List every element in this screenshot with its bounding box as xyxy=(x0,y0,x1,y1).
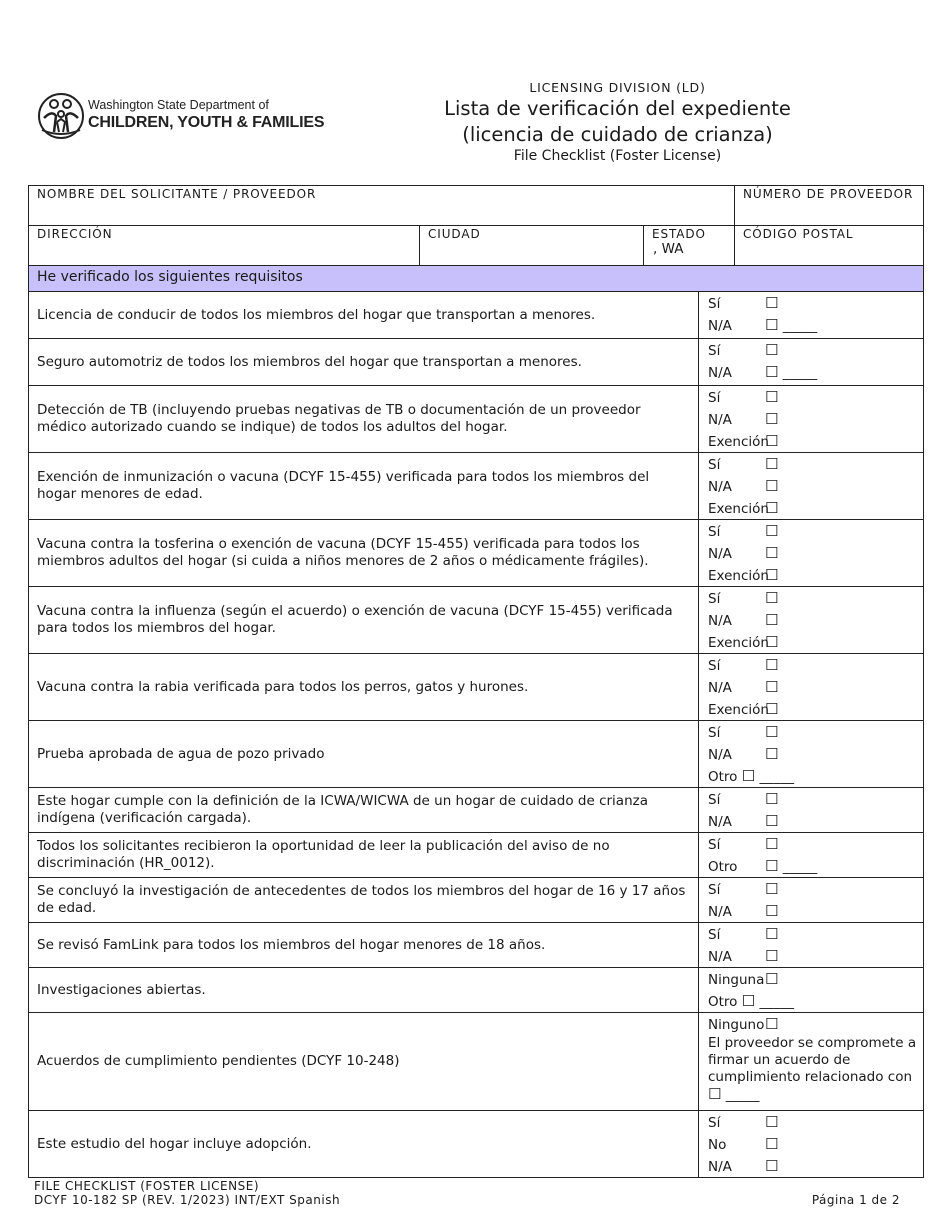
option-item[interactable] xyxy=(708,1133,923,1155)
checkbox-icon[interactable]: ☐ xyxy=(765,1135,779,1153)
requirement-text: Se concluyó la investigación de antecedentes de todos los miembros del hogar de 16 y 17 años de edad. xyxy=(29,878,699,923)
checkbox-icon[interactable]: ☐ xyxy=(741,992,756,1010)
option-item[interactable] xyxy=(708,990,923,1012)
fill-in-blank[interactable]: _____ xyxy=(782,859,818,875)
checklist-row xyxy=(29,520,924,587)
options-cell xyxy=(699,1111,924,1178)
requirement-text: Se revisó FamLink para todos los miembros del hogar menores de 18 años. xyxy=(29,923,699,968)
checklist-row xyxy=(29,339,924,386)
address-field[interactable] xyxy=(29,226,420,266)
checklist-row xyxy=(29,721,924,788)
checklist-row xyxy=(29,386,924,453)
option-label: Exención xyxy=(708,501,769,517)
family-logo-icon xyxy=(36,92,86,140)
option-item[interactable] xyxy=(708,698,923,720)
options-cell xyxy=(699,453,924,520)
fill-in-blank[interactable]: _____ xyxy=(725,1087,760,1103)
checkbox-icon[interactable]: ☐ xyxy=(765,363,779,381)
checkbox-icon[interactable]: ☐ xyxy=(765,388,779,406)
option-item[interactable] xyxy=(708,1013,923,1035)
checklist-row xyxy=(29,968,924,1013)
option-item[interactable] xyxy=(708,855,923,877)
requirement-text: Este hogar cumple con la definición de la ICWA/WICWA de un hogar de cuidado de crianza indígena (verificación cargada). xyxy=(29,788,699,833)
option-item[interactable] xyxy=(708,945,923,967)
option-item[interactable] xyxy=(708,1111,923,1133)
option-label: N/A xyxy=(708,613,732,629)
checklist-row xyxy=(29,453,924,520)
option-item-long[interactable] xyxy=(708,1035,923,1104)
option-label: N/A xyxy=(708,546,732,562)
checkbox-icon[interactable]: ☐ xyxy=(765,880,779,898)
checkbox-icon[interactable]: ☐ xyxy=(765,455,779,473)
option-label: N/A xyxy=(708,365,732,381)
option-item[interactable] xyxy=(708,900,923,922)
option-label: N/A xyxy=(708,479,732,495)
option-label: Otro xyxy=(708,859,738,875)
address-label: DIRECCIÓN xyxy=(37,227,113,241)
option-item[interactable] xyxy=(708,587,923,609)
checkbox-icon[interactable]: ☐ xyxy=(765,499,779,517)
section-header: He verificado los siguientes requisitos xyxy=(29,266,924,292)
option-label: Sí xyxy=(708,591,721,607)
checkbox-icon[interactable]: ☐ xyxy=(765,723,779,741)
option-label: N/A xyxy=(708,412,732,428)
checkbox-icon[interactable]: ☐ xyxy=(741,767,756,785)
option-item[interactable] xyxy=(708,314,923,336)
footer-form-title: FILE CHECKLIST (FOSTER LICENSE) xyxy=(34,1179,259,1193)
title-line-1: Lista de verificación del expediente xyxy=(444,97,791,120)
requirement-text: Vacuna contra la influenza (según el acuerdo) o exención de vacuna (DCYF 15-455) verificada para todos los miembros del hogar. xyxy=(29,587,699,654)
checkbox-icon[interactable]: ☐ xyxy=(765,294,779,312)
checkbox-icon[interactable]: ☐ xyxy=(765,432,779,450)
checklist-row xyxy=(29,788,924,833)
option-item[interactable] xyxy=(708,520,923,542)
option-label: Sí xyxy=(708,390,721,406)
checklist-row xyxy=(29,654,924,721)
option-item[interactable] xyxy=(708,430,923,452)
zip-field[interactable] xyxy=(735,226,924,266)
option-item[interactable] xyxy=(708,923,923,945)
option-label: N/A xyxy=(708,1159,732,1175)
city-field[interactable] xyxy=(420,226,644,266)
options-cell xyxy=(699,721,924,788)
footer-page-number: Página 1 de 2 xyxy=(811,1193,900,1207)
option-item[interactable] xyxy=(708,542,923,564)
option-item[interactable] xyxy=(708,497,923,519)
option-item[interactable] xyxy=(708,654,923,676)
requirement-text: Seguro automotriz de todos los miembros del hogar que transportan a menores. xyxy=(29,339,699,386)
requirement-text: Detección de TB (incluyendo pruebas negativas de TB o documentación de un proveedor médico autorizado cuando se indique) de todos los adultos del hogar. xyxy=(29,386,699,453)
option-item[interactable] xyxy=(708,765,923,787)
option-long-text: El proveedor se compromete a firmar un acuerdo de cumplimiento relacionado con xyxy=(708,1035,917,1085)
division-label: LICENSING DIVISION (LD) xyxy=(529,80,706,95)
option-label: N/A xyxy=(708,904,732,920)
option-label: No xyxy=(708,1137,727,1153)
option-label: N/A xyxy=(708,747,732,763)
option-item[interactable] xyxy=(708,676,923,698)
option-item[interactable] xyxy=(708,564,923,586)
checkbox-icon[interactable]: ☐ xyxy=(765,1015,779,1033)
option-label: N/A xyxy=(708,318,732,334)
footer-form-number: DCYF 10-182 SP (REV. 1/2023) INT/EXT Spanish xyxy=(34,1193,341,1207)
checkbox-icon[interactable]: ☐ xyxy=(765,316,779,334)
option-item[interactable] xyxy=(708,721,923,743)
option-label: Sí xyxy=(708,658,721,674)
zip-label: CÓDIGO POSTAL xyxy=(743,227,854,241)
option-item[interactable] xyxy=(708,810,923,832)
options-cell xyxy=(699,1013,924,1111)
checkbox-icon[interactable]: ☐ xyxy=(765,835,779,853)
checkbox-icon[interactable]: ☐ xyxy=(765,477,779,495)
option-label: Sí xyxy=(708,524,721,540)
state-label: ESTADO xyxy=(652,227,706,241)
checklist-table xyxy=(28,291,924,1178)
fill-in-blank[interactable]: _____ xyxy=(759,769,795,785)
provider-number-field[interactable] xyxy=(735,186,924,226)
option-item[interactable] xyxy=(708,339,923,361)
option-label: Exención xyxy=(708,568,769,584)
checkbox-icon[interactable]: ☐ xyxy=(765,678,779,696)
dcyf-logo xyxy=(36,92,325,140)
requirement-text: Este estudio del hogar incluye adopción. xyxy=(29,1111,699,1178)
checkbox-icon[interactable]: ☐ xyxy=(765,1157,779,1175)
checkbox-icon[interactable]: ☐ xyxy=(708,1085,722,1103)
checklist-row xyxy=(29,833,924,878)
option-item[interactable] xyxy=(708,408,923,430)
checklist-row xyxy=(29,587,924,654)
requirement-text: Prueba aprobada de agua de pozo privado xyxy=(29,721,699,788)
applicant-name-label: NOMBRE DEL SOLICITANTE / PROVEEDOR xyxy=(37,187,317,201)
option-label: Exención xyxy=(708,702,769,718)
option-item[interactable] xyxy=(708,386,923,408)
checkbox-icon[interactable]: ☐ xyxy=(765,790,779,808)
option-item[interactable] xyxy=(708,1155,923,1177)
provider-number-label: NÚMERO DE PROVEEDOR xyxy=(743,187,914,201)
subtitle: File Checklist (Foster License) xyxy=(513,148,722,164)
option-item[interactable] xyxy=(708,743,923,765)
checkbox-icon[interactable]: ☐ xyxy=(765,970,779,988)
option-item[interactable] xyxy=(708,609,923,631)
requirement-text: Licencia de conducir de todos los miembros del hogar que transportan a menores. xyxy=(29,292,699,339)
requirement-text: Acuerdos de cumplimiento pendientes (DCYF 10-248) xyxy=(29,1013,699,1111)
option-label: Ninguno xyxy=(708,1017,765,1033)
option-label: Sí xyxy=(708,457,721,473)
checkbox-icon[interactable]: ☐ xyxy=(765,700,779,718)
option-item[interactable] xyxy=(708,878,923,900)
state-field[interactable] xyxy=(644,226,735,266)
option-label: Sí xyxy=(708,725,721,741)
option-item[interactable] xyxy=(708,475,923,497)
option-item[interactable] xyxy=(708,788,923,810)
requirement-text: Exención de inmunización o vacuna (DCYF 15-455) verificada para todos los miembros del hogar menores de edad. xyxy=(29,453,699,520)
option-item[interactable] xyxy=(708,361,923,383)
state-value: , WA xyxy=(653,241,684,257)
option-label: N/A xyxy=(708,949,732,965)
options-cell xyxy=(699,339,924,386)
identification-table xyxy=(28,185,924,292)
option-item[interactable] xyxy=(708,453,923,475)
checkbox-icon[interactable]: ☐ xyxy=(765,611,779,629)
checkbox-icon[interactable]: ☐ xyxy=(765,589,779,607)
fill-in-blank[interactable]: _____ xyxy=(782,365,818,381)
option-item[interactable] xyxy=(708,968,923,990)
option-label: Sí xyxy=(708,296,721,312)
checkbox-icon[interactable]: ☐ xyxy=(765,857,779,875)
checklist-row xyxy=(29,1013,924,1111)
options-cell xyxy=(699,788,924,833)
checkbox-icon[interactable]: ☐ xyxy=(765,544,779,562)
applicant-name-field[interactable] xyxy=(29,186,735,226)
option-item[interactable] xyxy=(708,292,923,314)
option-label: Sí xyxy=(708,927,721,943)
option-label: Sí xyxy=(708,1115,721,1131)
option-label: Exención xyxy=(708,434,769,450)
options-cell xyxy=(699,833,924,878)
option-label: Otro xyxy=(708,769,738,785)
option-label: Sí xyxy=(708,837,721,853)
options-cell xyxy=(699,923,924,968)
checklist-row xyxy=(29,1111,924,1178)
checkbox-icon[interactable]: ☐ xyxy=(765,410,779,428)
requirement-text: Investigaciones abiertas. xyxy=(29,968,699,1013)
requirement-text: Vacuna contra la tosferina o exención de vacuna (DCYF 15-455) verificada para todos los miembros adultos del hogar (si cuida a niños menores de 2 años o médicamente frágiles). xyxy=(29,520,699,587)
options-cell xyxy=(699,520,924,587)
options-cell xyxy=(699,587,924,654)
option-label: Sí xyxy=(708,343,721,359)
option-label: Ninguna xyxy=(708,972,765,988)
fill-in-blank[interactable]: _____ xyxy=(759,994,795,1010)
option-label: N/A xyxy=(708,680,732,696)
options-cell xyxy=(699,292,924,339)
option-label: Sí xyxy=(708,792,721,808)
checkbox-icon[interactable]: ☐ xyxy=(765,566,779,584)
option-label: Exención xyxy=(708,635,769,651)
checkbox-icon[interactable]: ☐ xyxy=(765,925,779,943)
checklist-row xyxy=(29,923,924,968)
options-cell xyxy=(699,878,924,923)
checkbox-icon[interactable]: ☐ xyxy=(765,633,779,651)
option-label: Sí xyxy=(708,882,721,898)
checkbox-icon[interactable]: ☐ xyxy=(765,947,779,965)
logo-line-1: Washington State Department of xyxy=(88,98,269,112)
option-item[interactable] xyxy=(708,631,923,653)
options-cell xyxy=(699,968,924,1013)
checkbox-icon[interactable]: ☐ xyxy=(765,1113,779,1131)
option-item[interactable] xyxy=(708,833,923,855)
checklist-row xyxy=(29,878,924,923)
checkbox-icon[interactable]: ☐ xyxy=(765,341,779,359)
title-line-2: (licencia de cuidado de crianza) xyxy=(462,123,773,146)
checkbox-icon[interactable]: ☐ xyxy=(765,902,779,920)
option-label: N/A xyxy=(708,814,732,830)
logo-line-2: CHILDREN, YOUTH & FAMILIES xyxy=(88,114,325,131)
options-cell xyxy=(699,386,924,453)
checkbox-icon[interactable]: ☐ xyxy=(765,745,779,763)
requirement-text: Vacuna contra la rabia verificada para todos los perros, gatos y hurones. xyxy=(29,654,699,721)
fill-in-blank[interactable]: _____ xyxy=(782,318,818,334)
checkbox-icon[interactable]: ☐ xyxy=(765,656,779,674)
option-label: Otro xyxy=(708,994,738,1010)
requirement-text: Todos los solicitantes recibieron la oportunidad de leer la publicación del aviso de no discriminación (HR_0012). xyxy=(29,833,699,878)
checkbox-icon[interactable]: ☐ xyxy=(765,812,779,830)
checklist-row xyxy=(29,292,924,339)
options-cell xyxy=(699,654,924,721)
city-label: CIUDAD xyxy=(428,227,481,241)
checkbox-icon[interactable]: ☐ xyxy=(765,522,779,540)
